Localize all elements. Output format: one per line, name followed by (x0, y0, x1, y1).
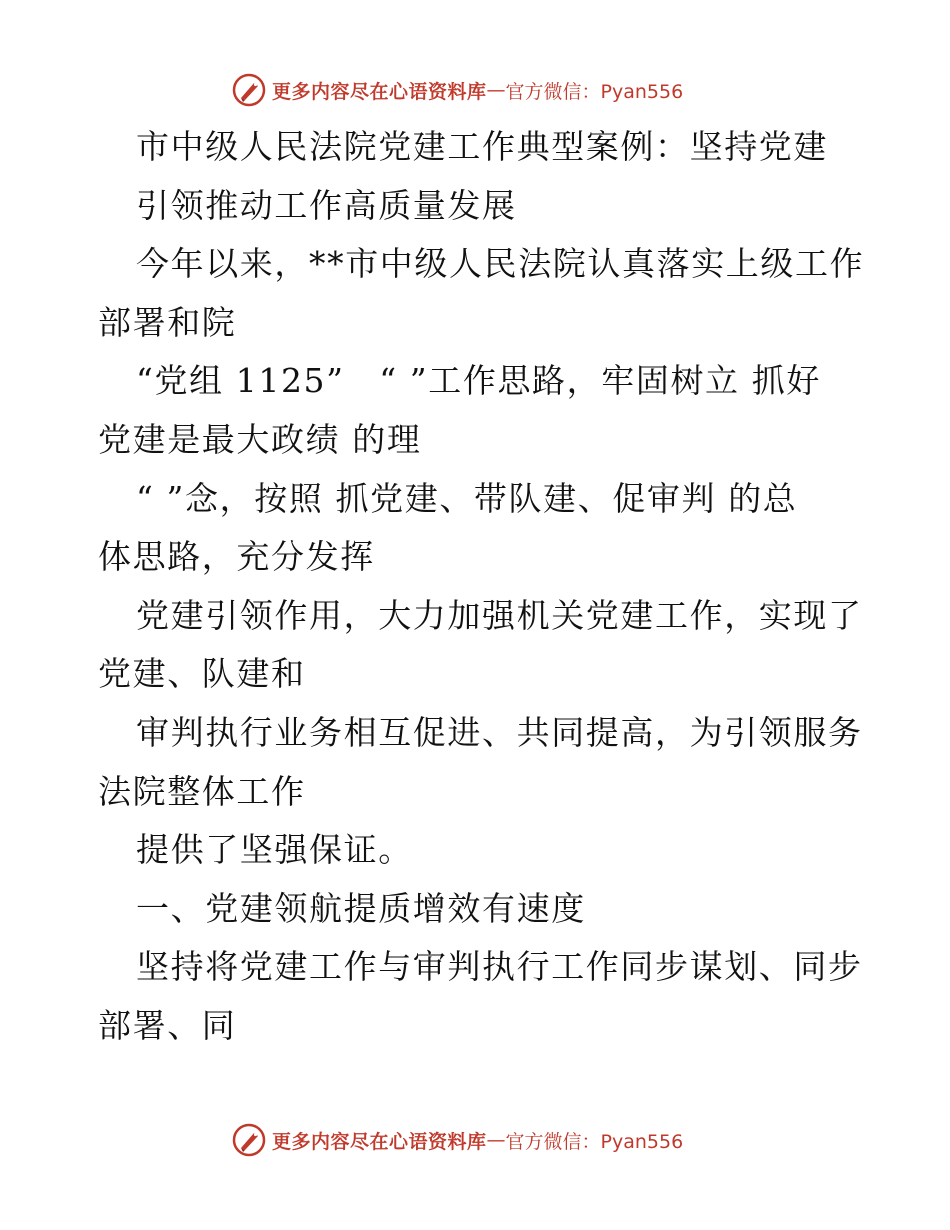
paragraph-line: 坚持将党建工作与审判执行工作同步谋划、同步 (136, 947, 863, 987)
paragraph-line: 党建是最大政绩 的理 (98, 419, 422, 459)
document-body (98, 118, 865, 1056)
section-heading: 一、党建领航提质增效有速度 (136, 888, 586, 928)
paragraph-line: 法院整体工作 (98, 771, 306, 811)
paragraph-line: 部署、同 (98, 1005, 237, 1045)
paragraph-line: 审判执行业务相互促进、共同提高，为引领服务 (136, 712, 863, 752)
header-banner (232, 70, 683, 110)
paragraph-line: 今年以来，**市中级人民法院认真落实上级工作 (136, 244, 865, 284)
paragraph-line: 部署和院 (98, 302, 237, 342)
pen-logo-icon (232, 1123, 266, 1157)
banner-wechat-text: 官方微信：Pyan556 (505, 80, 684, 103)
banner-site-text: 更多内容尽在心语资料库 (272, 1130, 487, 1153)
footer-banner (232, 1120, 683, 1160)
paragraph-line: 党建引领作用，大力加强机关党建工作，实现了 (136, 595, 863, 635)
paragraph-line: “党组 1125” “ ”工作思路，牢固树立 抓好 (136, 361, 821, 401)
doc-title-line-2: 引领推动工作高质量发展 (136, 185, 517, 225)
paragraph-line: “ ”念，按照 抓党建、带队建、促审判 的总 (136, 478, 798, 518)
banner-site-text: 更多内容尽在心语资料库 (272, 80, 487, 103)
banner-wechat-text: 官方微信：Pyan556 (505, 1130, 684, 1153)
paragraph-line: 提供了坚强保证。 (136, 830, 413, 870)
pen-logo-icon (232, 73, 266, 107)
doc-title-line-1: 市中级人民法院党建工作典型案例：坚持党建 (136, 127, 828, 166)
banner-dash: — (486, 79, 506, 101)
banner-dash: — (486, 1129, 506, 1151)
paragraph-line: 党建、队建和 (98, 654, 306, 694)
paragraph-line: 体思路，充分发挥 (98, 537, 375, 577)
